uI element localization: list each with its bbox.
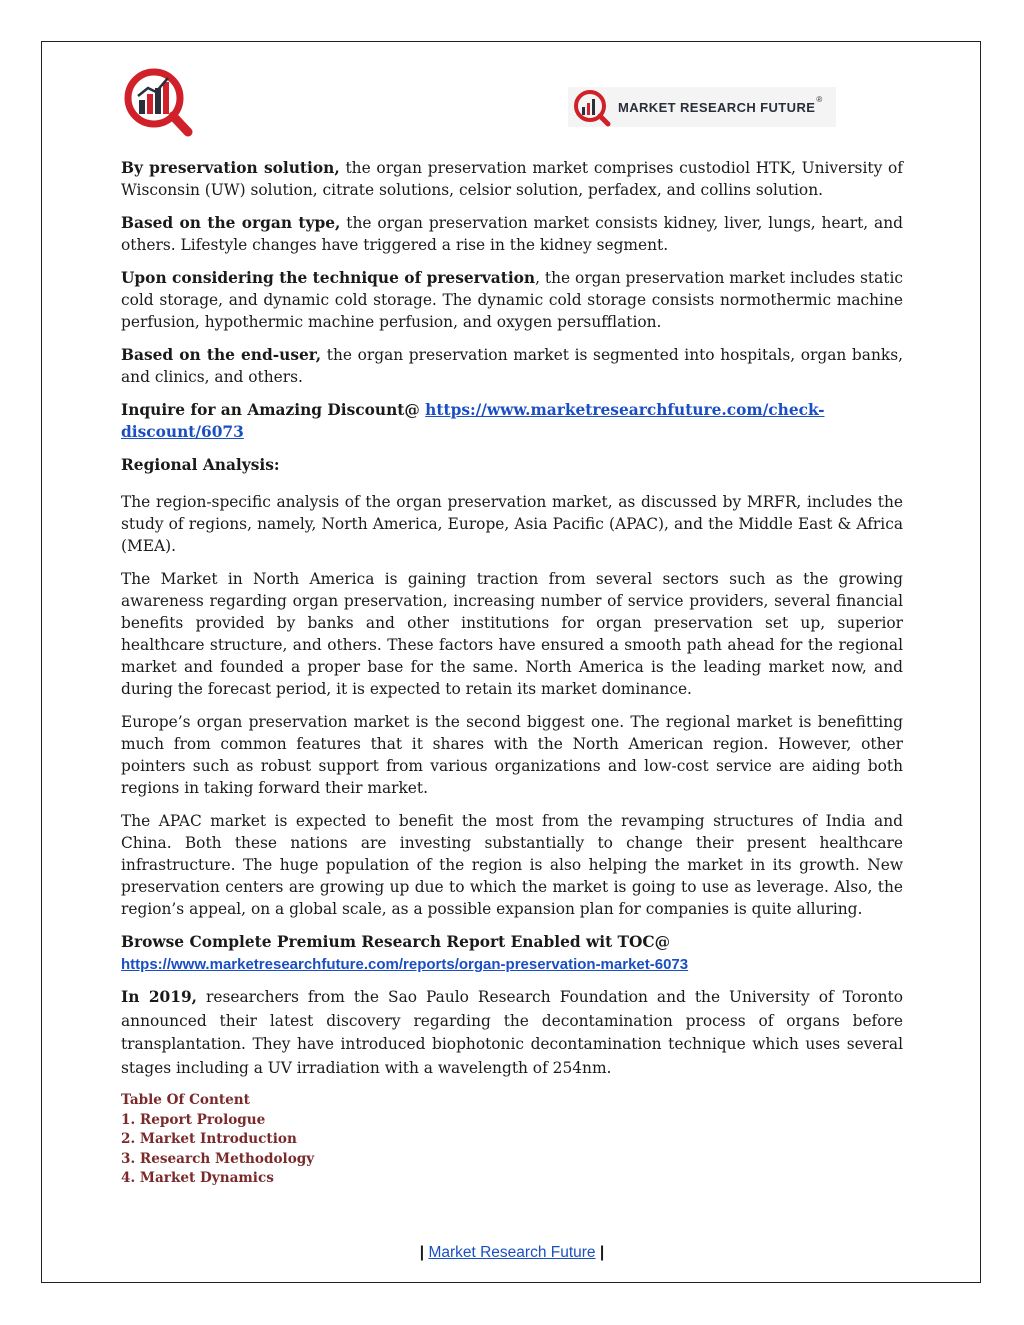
toc-item: 3. Research Methodology [121,1150,315,1167]
body-text: researchers from the Sao Paulo Research Foundation and the University of Toronto announced their latest discovery regarding the decontamination process of organs before transplantation. They have introduced biophotonic decontamination technique which uses several stages including a UV irradiation with a wavelength of 254nm. [121,988,903,1077]
body-text: the organ preservation market is segmented into hospitals, organ banks, and clinics, and others. [121,346,903,386]
toc-item: 4. Market Dynamics [121,1170,274,1187]
paragraph-europe: Europe’s organ preservation market is the second biggest one. The regional market is benefitting much from common features that it shares with the North American region. However, other pointers such as robust support from various organizations and low-cost service are aiding both regions in taking forward their market. [121,713,903,797]
brand-name: MARKET RESEARCH FUTURE [618,99,816,115]
paragraph-organ-type [121,212,903,256]
paragraph-browse [121,931,903,976]
paragraph-north-america: The Market in North America is gaining traction from several sectors such as the growing awareness regarding organ preservation, increasing number of service providers, several financial benefits provided by banks and other institutions for organ preservation set up, superior healthcare structure, and others. These factors have ensured a smooth path ahead for the regional market and founded a proper base for the same. North America is the leading market now, and during the forecast period, it is expected to retain its market dominance. [121,570,903,698]
lead-text: By preservation solution, [121,159,340,177]
body-text: the organ preservation market consists kidney, liver, lungs, heart, and others. Lifestyle changes have triggered a rise in the kidney segment. [121,214,903,254]
footer-link[interactable]: Market Research Future [428,1244,596,1261]
paragraph-inquire [121,399,903,443]
discount-link[interactable]: https://www.marketresearchfuture.com/check-discount/6073 [121,401,825,441]
paragraph-apac: The APAC market is expected to benefit the most from the revamping structures of India and China. Both these nations are investing substantially to change their present healthcare infrastructure. The huge population of the region is also helping the market in its growth. New preservation centers are growing up due to which the market is going to use as leverage. Also, the region’s appeal, on a global scale, as a possible expansion plan for companies is quite alluring. [121,812,903,918]
paragraph-regions: The region-specific analysis of the organ preservation market, as discussed by MRFR, includes the study of regions, namely, North America, Europe, Asia Pacific (APAC), and the Middle East & Africa (MEA). [121,493,903,555]
brand-mark-icon [568,87,616,127]
paragraph-2019 [121,986,903,1080]
toc-item: 1. Report Prologue [121,1111,266,1128]
toc-item: 2. Market Introduction [121,1131,297,1148]
lead-text: Based on the end-user, [121,346,322,364]
lead-text: Based on the organ type, [121,214,341,232]
page-footer [0,1244,1024,1262]
paragraph-preservation-solution [121,157,903,201]
footer-bar-right: | [599,1244,605,1261]
inquire-lead: Inquire for an Amazing Discount@ [121,401,426,419]
paragraph-technique [121,267,903,333]
table-of-content [121,1091,903,1189]
logo-magnifier [122,66,196,138]
registered-mark: ® [816,94,823,104]
toc-title: Table Of Content [121,1092,250,1108]
lead-text: In 2019, [121,988,198,1006]
magnifier-chart-icon [122,66,196,138]
browse-lead: Browse Complete Premium Research Report Enabled wit TOC@ [121,933,671,951]
body-text: , the organ preservation market includes static cold storage, and dynamic cold storage. The dynamic cold storage consists normothermic machine perfusion, hypothermic machine perfusion, and oxygen persufflation. [121,269,903,331]
body-text: the organ preservation market comprises custodiol HTK, University of Wisconsin (UW) solution, citrate solutions, celsior solution, perfadex, and collins solution. [121,159,903,199]
brand-logo [568,87,836,127]
report-link[interactable]: https://www.marketresearchfuture.com/reports/organ-preservation-market-6073 [121,956,689,973]
lead-text: Upon considering the technique of preservation [121,269,536,287]
document-body [121,157,903,1189]
regional-analysis-heading: Regional Analysis: [121,456,280,474]
footer-bar-left: | [419,1244,425,1261]
paragraph-end-user [121,344,903,388]
